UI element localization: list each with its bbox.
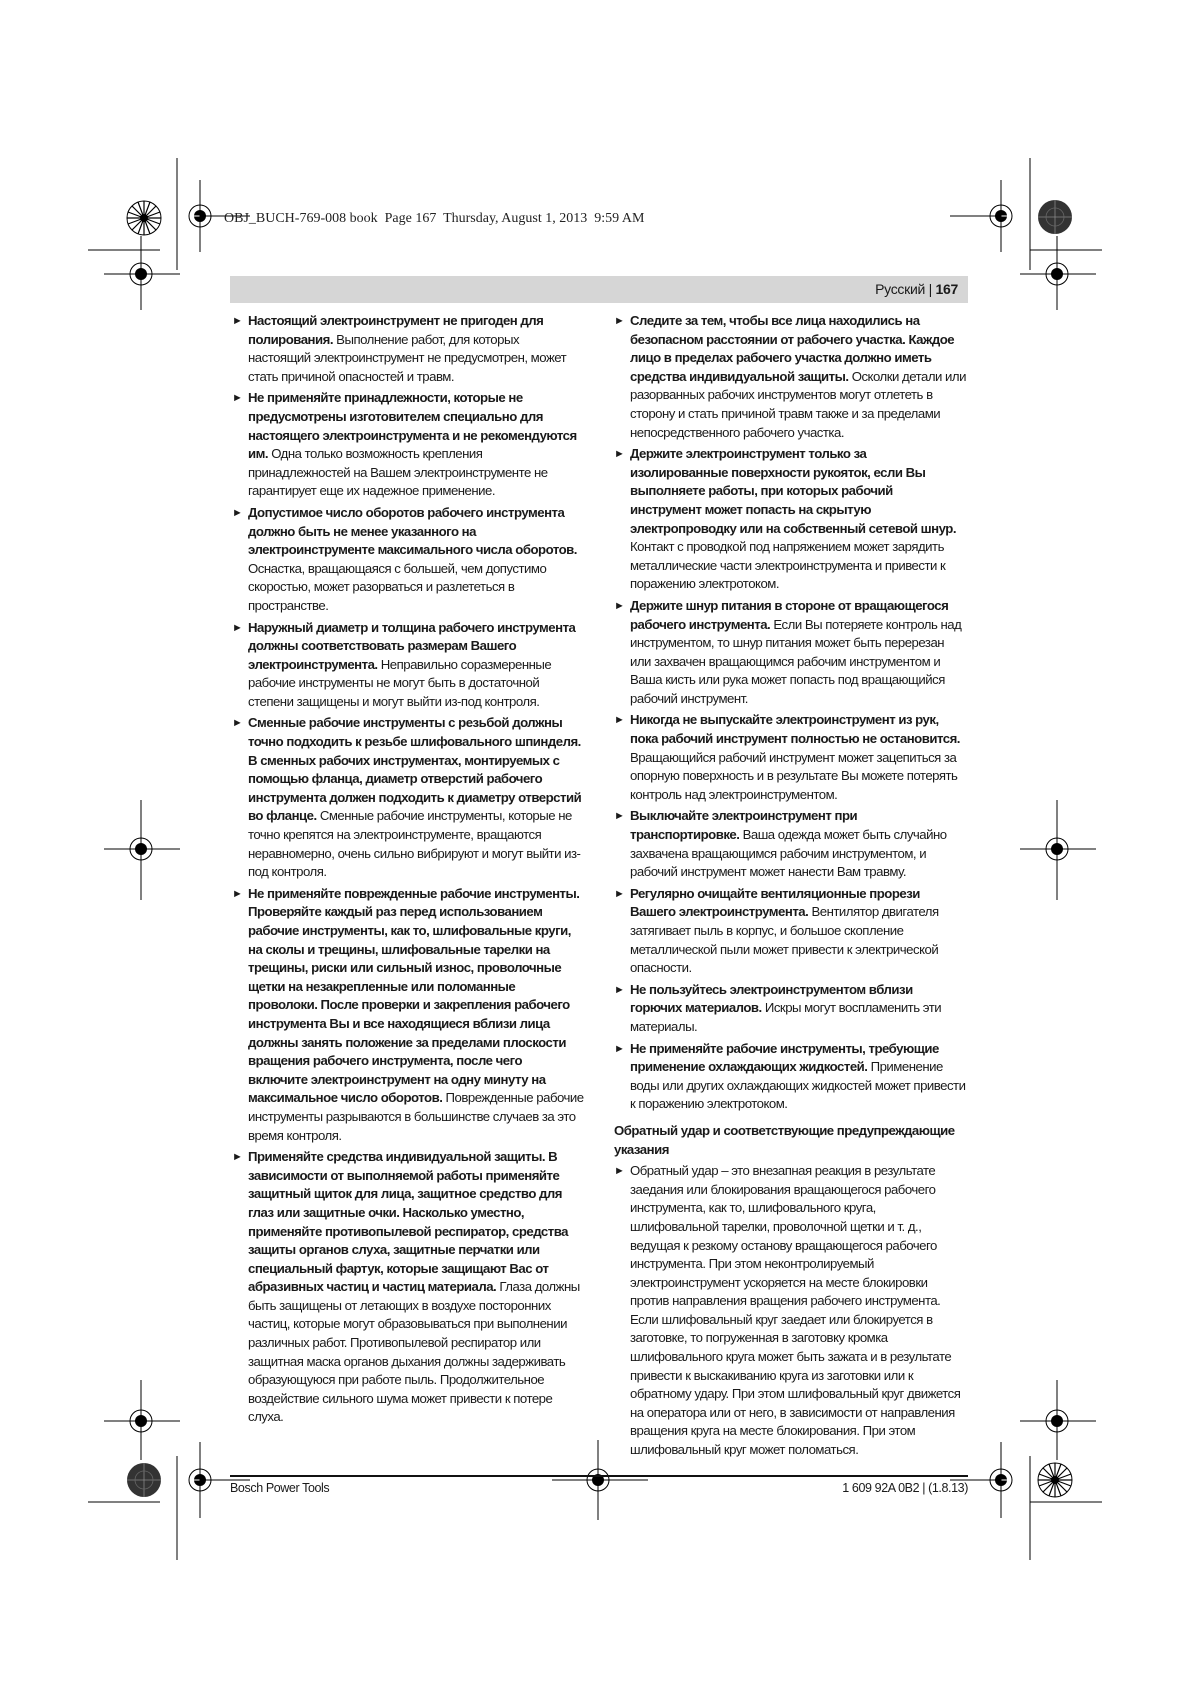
warning-text: Неправильно соразмеренные рабочие инструменты не могут быть в достаточной степени защищены и могут выйти из-под контроля. xyxy=(248,656,552,709)
list-item xyxy=(232,389,584,501)
print-slug-header: OBJ_BUCH-769-008 book Page 167 Thursday, August 1, 2013 9:59 AM xyxy=(224,211,645,226)
bullet-arrow-icon: ► xyxy=(232,392,243,405)
warning-text: Если Вы потеряете контроль над инструментом, то шнур питания может быть перерезан или захвачен вращающимся рабочим инструментом и Ваша кисть или рука может попасть под вращающийся рабочий инструмент. xyxy=(630,616,962,706)
warning-text: Одна только возможность крепления принадлежностей на Вашем электроинструменте не гарантирует еще их надежное применение. xyxy=(248,446,548,499)
warning-text: Осколки детали или разорванных рабочих инструментов могут отлететь в сторону и стать причиной травм также и за пределами непосредственного рабочего участка. xyxy=(630,368,966,440)
warning-bold: Не применяйте принадлежности, которые не предусмотрены изготовителем специально для настоящего электроинструмента и не рекомендуются им. xyxy=(248,390,577,462)
warning-bold: Применяйте средства индивидуальной защиты. В зависимости от выполняемой работы применяйте защитный щиток для лица, защитное средство для глаз или защитные очки. Насколько уместно, применяйте противопылевой респиратор, средства защиты органов слуха, защитные перчатки или специальный фартук, которые защищают Вас от абразивных частиц и частиц материала. xyxy=(248,1149,568,1295)
list-item xyxy=(232,885,584,1145)
warning-bold: Настоящий электроинструмент не пригоден для полирования. xyxy=(248,313,544,347)
warning-text: Применение воды или других охлаждающих жидкостей может привести к поражению электротоком. xyxy=(630,1059,966,1112)
bullet-arrow-icon: ► xyxy=(232,506,243,519)
bullet-arrow-icon: ► xyxy=(232,315,243,327)
left-column xyxy=(232,312,584,1430)
bullet-arrow-icon: ► xyxy=(614,887,625,900)
list-item xyxy=(232,312,584,386)
bullet-arrow-icon: ► xyxy=(614,714,625,727)
section-heading: Обратный удар и соответствующие предупреждающие указания xyxy=(614,1122,955,1157)
page-header xyxy=(875,281,958,297)
bullet-arrow-icon: ► xyxy=(232,717,243,730)
warning-text: Ваша одежда может быть случайно захвачена вращающимся рабочим инструментом, и рабочий инструмент может нанести Вам травму. xyxy=(630,827,947,880)
bullet-arrow-icon: ► xyxy=(614,810,625,823)
warning-bold: Выключайте электроинструмент при транспортировке. xyxy=(630,808,858,843)
list-item xyxy=(614,312,966,442)
warning-bold: Не применяйте рабочие инструменты, требующие применение охлаждающих жидкостей. xyxy=(630,1040,939,1075)
warning-bold: Держите электроинструмент только за изолированные поверхности рукояток, если Вы выполняете работы, при которых рабочий инструмент может попасть на скрытую электропроводку или на собственный сетевой шнур. xyxy=(630,446,957,536)
warning-text: Вращающийся рабочий инструмент может зацепиться за опорную поверхность и в результате Вы можете потерять контроль над электроинструментом. xyxy=(630,749,958,802)
paragraph: Если шлифовальный круг заедает или блокируется в заготовке, то погруженная в заготовку кромка шлифовального круга может быть зажата и в результате привести к выскакиванию круга из заготовки или к обратному удару. При этом шлифовальный круг движется на оператора или от него, в зависимости от направления вращения круга на месте блокирования. При этом шлифовальный круг может поломаться. xyxy=(630,1311,961,1458)
page-header-bar xyxy=(230,276,968,303)
warning-text: Вентилятор двигателя затягивает пыль в корпус, и большое скопление металлической пыли может привести к электрической опасности. xyxy=(630,904,939,976)
page-number: 167 xyxy=(935,281,958,297)
bullet-arrow-icon: ► xyxy=(232,887,243,900)
footer-doc-number: 1 609 92A 0B2 | (1.8.13) xyxy=(842,1481,968,1495)
list-item xyxy=(614,1040,966,1114)
warning-text: Оснастка, вращающаяся с большей, чем допустимо скоростью, может разорваться и разлететься в пространстве. xyxy=(248,560,547,613)
warning-bold: Сменные рабочие инструменты с резьбой должны точно подходить к резьбе шлифовального шпинделя. В сменных рабочих инструментах, монтируемых с помощью фланца, диаметр отверстий рабочего инструмента должен подходить к диаметру отверстий во фланце. xyxy=(248,715,582,824)
list-item xyxy=(232,619,584,712)
list-item xyxy=(232,1148,584,1427)
list-item-kickback xyxy=(614,1162,966,1460)
list-item xyxy=(232,714,584,881)
bullet-arrow-icon: ► xyxy=(232,621,243,634)
warning-text: Поврежденные рабочие инструменты разрываются в большинстве случаев за это время контроля. xyxy=(248,1090,584,1143)
list-item xyxy=(614,445,966,594)
warning-text: Глаза должны быть защищены от летающих в воздухе посторонних частиц, которые могут образовываться при выполнении различных работ. Противопылевой респиратор или защитная маска органов дыхания должны задерживать образующуюся при работе пыль. Продолжительное воздействие сильного шума может привести к потере слуха. xyxy=(248,1279,580,1425)
bullet-arrow-icon: ► xyxy=(614,983,625,996)
list-item xyxy=(614,807,966,881)
bullet-arrow-icon: ► xyxy=(232,1151,243,1164)
bullet-arrow-icon: ► xyxy=(614,315,625,327)
warning-bold: Следите за тем, чтобы все лица находились на безопасном расстоянии от рабочего участка. Каждое лицо в пределах рабочего участка должно иметь средства индивидуальной защиты. xyxy=(630,313,955,384)
list-item xyxy=(614,981,966,1037)
warning-bold: Регулярно очищайте вентиляционные прорези Вашего электроинструмента. xyxy=(630,885,920,920)
warning-text: Сменные рабочие инструменты, которые не точно крепятся на электроинструменте, вращаются неравномерно, очень сильно вибрируют и могут выйти из-под контроля. xyxy=(248,808,581,880)
warning-text: Искры могут воспламенить эти материалы. xyxy=(630,1000,942,1034)
bullet-arrow-icon: ► xyxy=(614,448,625,461)
warning-bold: Не применяйте поврежденные рабочие инструменты. Проверяйте каждый раз перед использованием рабочие инструменты, как то, шлифовальные круги, на сколы и трещины, шлифовальные тарелки на трещины, риски или сильный износ, проволочные щетки на незакрепленные или поломанные проволоки. После проверки и закрепления рабочего инструмента Вы и все находящиеся вблизи лица должны занять положение за пределами плоскости вращения рабочего инструмента, после чего включите электроинструмент на одну минуту на максимальное число оборотов. xyxy=(248,885,580,1106)
list-item xyxy=(614,597,966,709)
bullet-arrow-icon: ► xyxy=(614,1165,625,1178)
warning-bold: Никогда не выпускайте электроинструмент из рук, пока рабочий инструмент полностью не остановится. xyxy=(630,712,960,747)
language-label: Русский xyxy=(875,281,925,297)
warning-bold: Наружный диаметр и толщина рабочего инструмента должны соответствовать размерам Вашего электроинструмента. xyxy=(248,619,576,672)
bullet-arrow-icon: ► xyxy=(614,599,625,612)
list-item xyxy=(614,885,966,978)
warning-text: Контакт с проводкой под напряжением может зарядить металлические части электроинструмента и привести к поражению электротоком. xyxy=(630,539,946,592)
footer-divider xyxy=(230,1475,968,1477)
paragraph: Обратный удар – это внезапная реакция в результате заедания или блокирования вращающегося рабочего инструмента, как то, шлифовального круга, шлифовальной тарелки, проволочной щетки и т. д., ведущая к резкому останову вращающегося рабочего инструмента. При этом неконтролируемый электроинструмент ускоряется на месте блокировки против направления вращения рабочего инструмента. xyxy=(630,1163,941,1309)
separator: | xyxy=(925,281,936,297)
warning-bold: Не пользуйтесь электроинструментом вблизи горючих материалов. xyxy=(630,981,913,1016)
list-item xyxy=(614,711,966,804)
warning-text: Выполнение работ, для которых настоящий электроинструмент не предусмотрен, может стать причиной опасностей и травм. xyxy=(248,331,567,384)
list-item xyxy=(232,504,584,616)
bullet-arrow-icon: ► xyxy=(614,1042,625,1055)
warning-bold: Держите шнур питания в стороне от вращающегося рабочего инструмента. xyxy=(630,597,949,632)
warning-bold: Допустимое число оборотов рабочего инструмента должно быть не менее указанного на электроинструменте максимального числа оборотов. xyxy=(248,504,577,558)
right-column xyxy=(614,312,966,1463)
footer-brand: Bosch Power Tools xyxy=(230,1481,330,1495)
